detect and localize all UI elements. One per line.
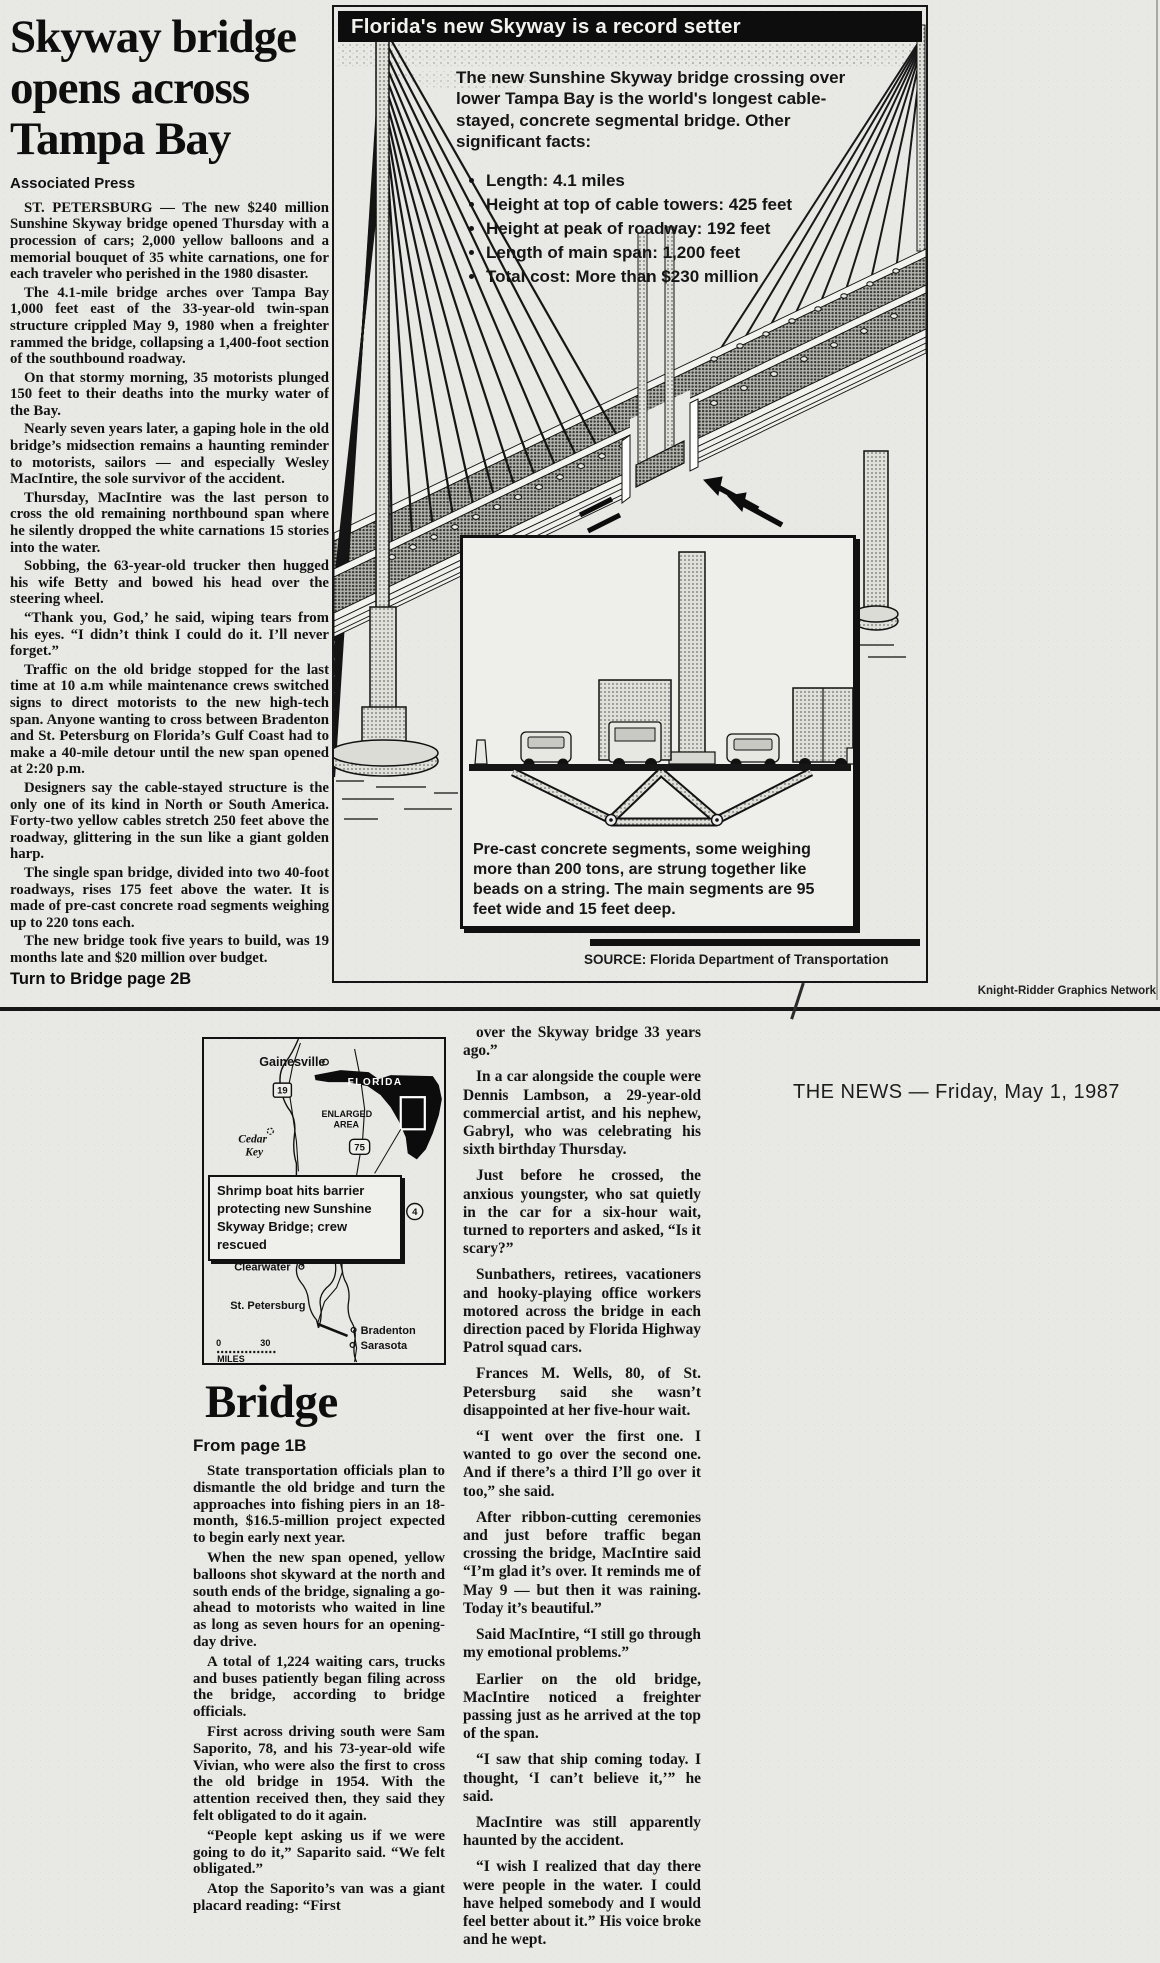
pen-slash-mark xyxy=(790,983,804,1020)
pier-column xyxy=(679,552,705,764)
article-paragraph: Sobbing, the 63-year-old trucker then hugged his wife Betty and bowed his head over the steering wheel. xyxy=(10,558,329,608)
article-paragraph: Atop the Saporito’s van was a giant placard reading: “First xyxy=(193,1881,445,1914)
infographic-intro: The new Sunshine Skyway bridge crossing over lower Tampa Bay is the world's longest cable-stayed, concrete segmental bridge. Other significant facts: xyxy=(456,68,846,152)
article-paragraph: In a car alongside the couple were Dennis Lambson, a 29-year-old commercial artist, and his nephew, Gabryl, who was celebrating his sixth birthday Thursday. xyxy=(463,1068,701,1159)
article-paragraph: The new bridge took five years to build, was 19 months late and $20 million over budget. xyxy=(10,933,329,966)
main-headline: Skyway bridge opens across Tampa Bay xyxy=(10,12,297,165)
svg-text:75: 75 xyxy=(354,1142,365,1154)
gainesville-label: Gainesville xyxy=(259,1055,326,1070)
article-paragraph: “I went over the first one. I wanted to go over the second one. And if there’s a third I’ll go over it too,” she said. xyxy=(463,1428,701,1500)
barrier-post xyxy=(475,740,487,764)
graphics-credit: Knight-Ridder Graphics Network xyxy=(977,985,1156,997)
article-paragraph: Designers say the cable-stayed structure is the only one of its kind in North or South America. Forty-two yellow cables stretch 250 feet above the roadway, glittering in the sun like a giant golden harp. xyxy=(10,779,329,863)
clearwater-label: Clearwater xyxy=(234,1261,291,1274)
route-19-shield xyxy=(273,1083,291,1097)
truck xyxy=(793,688,853,770)
infographic-title: Florida's new Skyway is a record setter xyxy=(351,15,741,38)
article-paragraph: “I saw that ship coming today. I thought, ‘I can’t believe it,’” he said. xyxy=(463,1751,701,1805)
article-bridge-continuation xyxy=(193,1378,445,1963)
inset-caption: Pre-cast concrete segments, some weighing more than 200 tons, are strung together like beads on a string. The main segments are 95 feet wide and 15 feet deep. xyxy=(473,841,815,918)
map-callout-text: Shrimp boat hits barrier protecting new Sunshine Skyway Bridge; crew rescued xyxy=(217,1183,372,1252)
article-paragraph: First across driving south were Sam Saporito, 78, and his 73-year-old wife Vivian, who were also the first to cross the old bridge in 1954. With the attention received then, they said they felt obligated to do it again. xyxy=(193,1723,445,1824)
article1-body xyxy=(10,200,329,967)
article-paragraph: Earlier on the old bridge, MacIntire noticed a freighter passing just as he arrived at the top of the span. xyxy=(463,1670,701,1743)
article-paragraph: Frances M. Wells, 80, of St. Petersburg said she wasn’t disappointed at her five-hour wait. xyxy=(463,1365,701,1419)
bradenton-label: Bradenton xyxy=(360,1324,416,1337)
article-paragraph: After ribbon-cutting ceremonies and just before traffic began crossing the bridge, MacIntire said “I’m glad it’s over. It reminds me of May 9 — but then it was raining. Today it’s beautiful.” xyxy=(463,1508,701,1617)
fact-item: • Length of main span: 1,200 feet xyxy=(486,241,860,265)
cross-section-drawing xyxy=(463,538,853,834)
article-paragraph: “I wish I realized that day there were people in the water. I could have helped somebody and I would feel better about it.” His voice broke and he wept. xyxy=(463,1858,701,1949)
florida-label: FLORIDA xyxy=(347,1077,403,1089)
article2-body xyxy=(193,1463,445,1915)
continuation-headline: Bridge xyxy=(205,1378,338,1428)
article-paragraph: Said MacIntire, “I still go through my emotional problems.” xyxy=(463,1626,701,1662)
svg-text:4: 4 xyxy=(412,1207,418,1219)
skyway-infographic xyxy=(332,5,928,983)
article-skyway-opens xyxy=(10,12,329,968)
article-paragraph: The single span bridge, divided into two 40-foot roadways, rises 175 feet above the water. It is made of pre-cast concrete road segments weighing up to 220 tons each. xyxy=(10,864,329,931)
locator-map xyxy=(202,1037,446,1365)
cedar-key-label: Cedar xyxy=(238,1133,268,1146)
st-petersburg-label: St. Petersburg xyxy=(230,1299,306,1312)
source-line: SOURCE: Florida Department of Transportation xyxy=(584,952,889,967)
article-paragraph: “Thank you, God,’ he said, wiping tears from his eyes. “I didn’t think I could do it. I’ll never forget.” xyxy=(10,610,329,660)
miles-label: MILES xyxy=(217,1353,245,1363)
masthead-dateline: THE NEWS — Friday, May 1, 1987 xyxy=(793,1081,1120,1103)
article-paragraph: over the Skyway bridge 33 years ago.” xyxy=(463,1024,701,1060)
article-paragraph: When the new span opened, yellow balloons shot skyward at the north and south ends of the bridge, signaling a go-ahead to motorists who waited in line as long as seven hours for an opening-day drive. xyxy=(193,1550,445,1650)
fact-item: • Height at top of cable towers: 425 feet xyxy=(486,193,860,217)
article-paragraph: State transportation officials plan to dismantle the old bridge and turn the approaches into fishing piers in an 18-month, $16.5-million project expected to begin early next year. xyxy=(193,1463,445,1547)
article-continuation-middle-column xyxy=(463,1024,701,1963)
article-paragraph: On that stormy morning, 35 motorists plunged 150 feet to their deaths into the murky water of the Bay. xyxy=(10,369,329,419)
scale-bar xyxy=(216,1338,276,1363)
truck xyxy=(599,680,671,770)
svg-text:30: 30 xyxy=(260,1337,271,1348)
fact-list-block xyxy=(456,67,860,289)
deck-slab xyxy=(469,764,851,771)
turn-to-page-line: Turn to Bridge page 2B xyxy=(10,970,192,988)
sarasota-label: Sarasota xyxy=(360,1339,408,1352)
article-paragraph: Sunbathers, retirees, vacationers and hooky-playing office workers motored across the bridge in each direction paced by Florida Highway Patrol squad cars. xyxy=(463,1266,701,1357)
fact-item: • Length: 4.1 miles xyxy=(486,169,860,193)
fact-item: • Height at peak of roadway: 192 feet xyxy=(486,217,860,241)
article-paragraph: Thursday, MacIntire was the last person to cross the old remaining northbound span where he silently dropped the white carnations 15 stories into the water. xyxy=(10,489,329,556)
article-paragraph: Traffic on the old bridge stopped for the last time at 10 a.m while maintenance crews switched signs to direct motorists to the new high-tech span. Anyone wanting to cross between Bradenton and St. Petersburg on Florida’s Gulf Coast had to make a 40-mile detour until the new span opened at 2:20 p.m. xyxy=(10,661,329,778)
article-paragraph: “People kept asking us if we were going to do it,” Saparito said. “We felt obligated.” xyxy=(193,1827,445,1878)
article-paragraph: A total of 1,224 waiting cars, trucks and buses patiently began filing across the bridge, according to bridge officials. xyxy=(193,1653,445,1721)
svg-text:Key: Key xyxy=(245,1146,264,1159)
svg-text:0: 0 xyxy=(216,1337,222,1348)
fact-item: • Total cost: More than $230 million xyxy=(486,265,860,289)
page-edge-line xyxy=(1156,0,1158,1000)
area-label: AREA xyxy=(333,1119,360,1130)
article-paragraph: The 4.1-mile bridge arches over Tampa Bay 1,000 feet east of the 33-year-old twin-span structure crippled May 9, 1980 when a freighter rammed the bridge, collapsing a 1,400-foot section of the southbound roadway. xyxy=(10,284,329,368)
fact-list xyxy=(456,169,860,290)
svg-text:19: 19 xyxy=(277,1085,288,1097)
enlarged-label: ENLARGED xyxy=(321,1109,373,1120)
infographic-title-bar xyxy=(338,11,922,42)
from-page-line: From page 1B xyxy=(193,1436,307,1456)
cedar-key-dot xyxy=(267,1128,273,1134)
article-paragraph: Just before he crossed, the anxious youngster, who sat quietly in the car for a six-hour wait, turned to reporters and asked, “Is it scary?” xyxy=(463,1167,701,1258)
segment-truss xyxy=(513,772,811,826)
article-paragraph: Nearly seven years later, a gaping hole in the old bridge’s midsection remains a haunting reminder to motorists, sailors — and especially Wesley MacIntire, the sole survivor of the accident. xyxy=(10,421,329,488)
byline: Associated Press xyxy=(10,175,136,193)
skyway-bridge-line xyxy=(317,1324,347,1336)
far-pier xyxy=(854,451,898,630)
i75-shield xyxy=(350,1139,370,1154)
route-4-shield xyxy=(407,1204,423,1220)
section-divider-rule xyxy=(0,1007,1160,1011)
cross-section-inset xyxy=(460,535,856,929)
source-rule xyxy=(590,939,920,946)
article-paragraph: MacIntire was still apparently haunted by the accident. xyxy=(463,1813,701,1850)
far-pylon-mast xyxy=(917,25,925,251)
enlarged-area-pointer xyxy=(375,1129,401,1173)
car xyxy=(521,732,571,770)
map-callout-box xyxy=(208,1175,402,1261)
article-paragraph: ST. PETERSBURG — The new $240 million Sunshine Skyway bridge opened Thursday with a procession of cars; 2,000 yellow balloons and a memorial bouquet of 35 white carnations, one for each traveler who perished in the 1980 disaster. xyxy=(10,199,329,283)
